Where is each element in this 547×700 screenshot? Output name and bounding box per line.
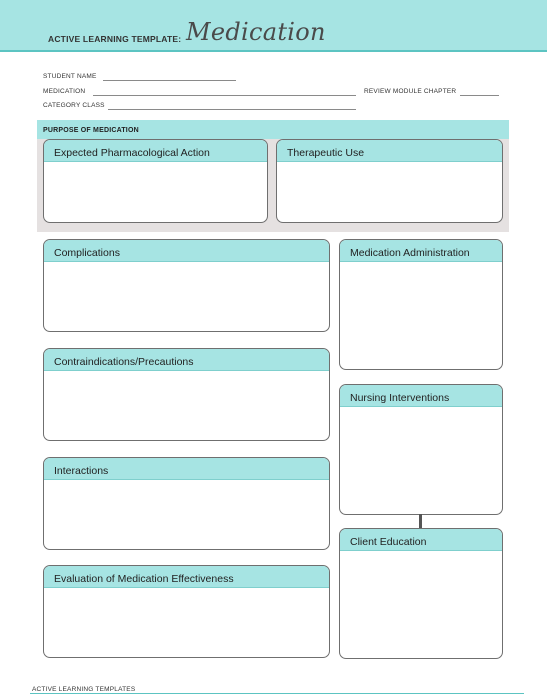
medication-field[interactable]: [93, 95, 356, 96]
contraindications-box[interactable]: [43, 348, 330, 441]
nursing-interventions-heading: Nursing Interventions: [340, 385, 502, 407]
connector-line: [419, 514, 422, 528]
contraindications-heading: Contraindications/Precautions: [44, 349, 329, 371]
interactions-heading: Interactions: [44, 458, 329, 480]
nursing-interventions-box[interactable]: [339, 384, 503, 515]
purpose-header-bar: [37, 120, 509, 139]
category-class-label: CATEGORY CLASS: [43, 102, 105, 109]
category-class-field[interactable]: [108, 109, 356, 110]
review-module-chapter-label: REVIEW MODULE CHAPTER: [364, 88, 457, 95]
student-name-field[interactable]: [103, 80, 236, 81]
medication-label: MEDICATION: [43, 88, 86, 95]
client-education-heading: Client Education: [340, 529, 502, 551]
expected-action-heading: Expected Pharmacological Action: [44, 140, 267, 162]
medication-administration-box[interactable]: [339, 239, 503, 370]
therapeutic-use-heading: Therapeutic Use: [277, 140, 502, 162]
footer-rule: [30, 693, 524, 694]
student-name-label: STUDENT NAME: [43, 73, 97, 80]
template-label: ACTIVE LEARNING TEMPLATE:: [48, 34, 182, 44]
purpose-title: PURPOSE OF MEDICATION: [43, 127, 139, 134]
expected-action-box[interactable]: [43, 139, 268, 223]
complications-box[interactable]: [43, 239, 330, 332]
template-header: [0, 0, 547, 52]
client-education-box[interactable]: [339, 528, 503, 659]
medication-administration-heading: Medication Administration: [340, 240, 502, 262]
interactions-box[interactable]: [43, 457, 330, 550]
footer-label: ACTIVE LEARNING TEMPLATES: [32, 686, 136, 693]
template-title: Medication: [186, 18, 326, 46]
complications-heading: Complications: [44, 240, 329, 262]
review-module-chapter-field[interactable]: [460, 95, 499, 96]
evaluation-box[interactable]: [43, 565, 330, 658]
evaluation-heading: Evaluation of Medication Effectiveness: [44, 566, 329, 588]
therapeutic-use-box[interactable]: [276, 139, 503, 223]
